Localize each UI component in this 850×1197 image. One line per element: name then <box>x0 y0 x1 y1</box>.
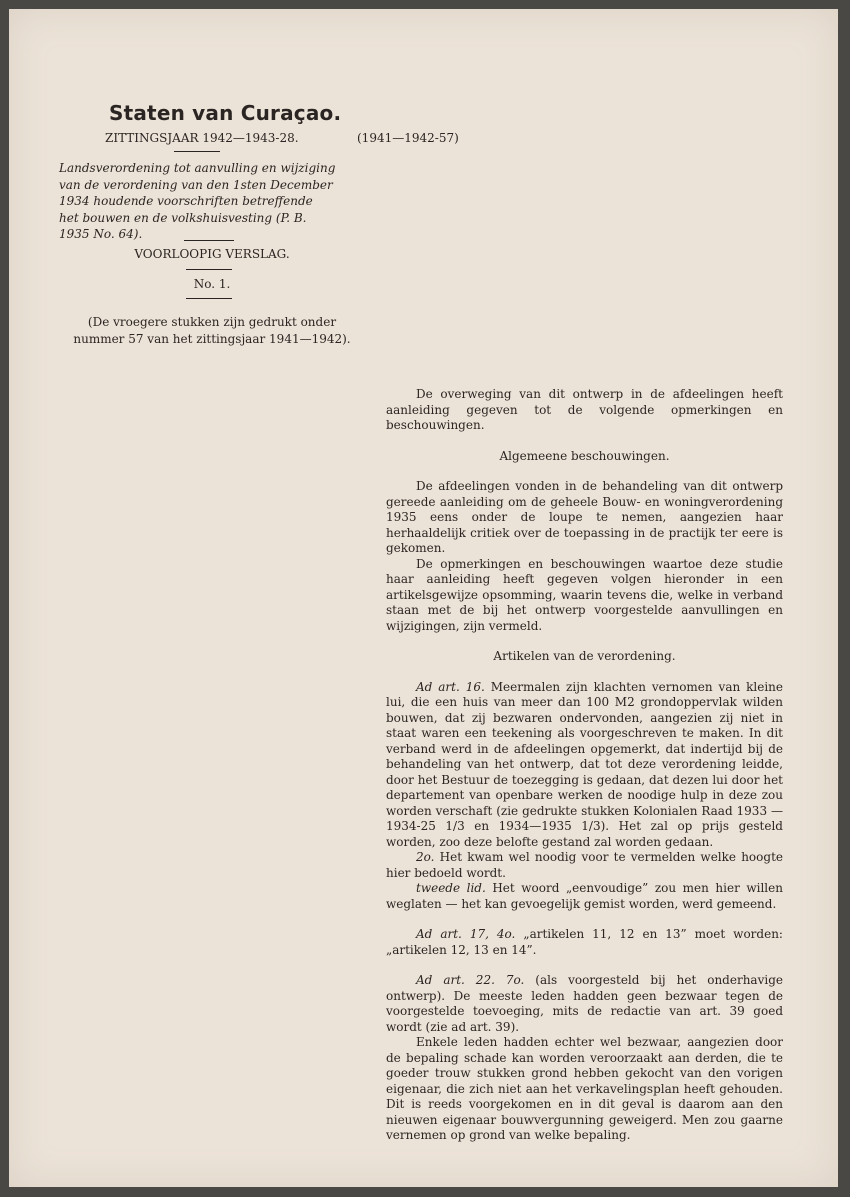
art22-text: (als voorgesteld bij het onderhavige ontwerp). De meeste leden hadden geen bezwaar tegen de voorgestelde toevoeging, mits de redactie van art. 39 goed wordt (zie ad art. 39). <box>386 973 783 1034</box>
art16-lid-label: tweede lid. <box>416 881 486 895</box>
art16-2-paragraph <box>386 850 783 881</box>
report-body <box>386 387 783 1144</box>
document-page <box>9 9 838 1187</box>
earlier-documents-note <box>59 314 365 347</box>
divider <box>186 269 232 270</box>
general-heading: Algemeene beschouwingen. <box>499 448 670 463</box>
document-number: (1941—1942-57) <box>357 131 459 145</box>
art16-lid-paragraph <box>386 881 783 912</box>
subject-block <box>59 160 365 243</box>
document-title: Staten van Curaçao. <box>109 101 342 125</box>
art22-paragraph-2: Enkele leden hadden echter wel bezwaar, aangezien door de bepaling schade kan worden veroorzaakt aan derden, die te goeder trouw stukken grond hebben gekocht van den vorigen eigenaar, die zich niet aan het verkavelingsplan heeft gehouden. Dit is reeds voorgekomen en in dit geval is daarom aan den nieuwen eigenaar bouwvergunning geweigerd. Men zou gaarne vernemen op grond van welke bepaling. <box>386 1035 783 1142</box>
art16-paragraph <box>386 680 783 851</box>
art17-label: Ad art. 17, 4o. <box>416 927 516 941</box>
subject-line: 1934 houdende voorschriften betreffende <box>59 194 313 208</box>
general-paragraph-1: De afdeelingen vonden in de behandeling van dit ontwerp gereede aanleiding om de geheele Bouw- en woningverordening 1935 eens onder de loupe te nemen, aangezien haar herhaaldelijk critiek over de toepassing in de practijk ter eere is gekomen. <box>386 479 783 555</box>
subject-line: Landsverordening tot aanvulling en wijziging <box>59 161 336 175</box>
divider <box>184 240 234 241</box>
art17-paragraph <box>386 927 783 958</box>
session-year: ZITTINGSJAAR 1942—1943-28. <box>105 131 299 145</box>
note-line: (De vroegere stukken zijn gedrukt onder <box>87 315 337 329</box>
general-paragraph-2: De opmerkingen en beschouwingen waartoe deze studie haar aanleiding heeft gegeven volgen hieronder in een artikelsgewijze opsomming, waarin tevens die, welke in verband staan met de bij het ontwerp voorgestelde aanvullingen en wijzigingen, zijn vermeld. <box>386 556 783 633</box>
note-line: nummer 57 van het zittingsjaar 1941—1942). <box>73 331 351 346</box>
art16-2-text: Het kwam wel noodig voor te vermelden welke hoogte hier bedoeld wordt. <box>386 850 783 880</box>
report-title: VOORLOOPIG VERSLAG. <box>134 247 290 261</box>
subject-line: van de verordening van den 1sten December <box>59 177 333 192</box>
divider <box>174 151 220 152</box>
art22-paragraph <box>386 973 783 1035</box>
art16-2-label: 2o. <box>416 850 435 864</box>
art22-label: Ad art. 22. 7o. <box>416 973 525 987</box>
intro-paragraph: De overweging van dit ontwerp in de afdeelingen heeft aanleiding gegeven tot de volgende opmerkingen en beschouwingen. <box>386 387 783 432</box>
subject-line: het bouwen en de volkshuisvesting (P. B. <box>59 210 307 225</box>
report-number: No. 1. <box>193 277 231 291</box>
art16-text: Meermalen zijn klachten vernomen van kleine lui, die een huis van meer dan 100 M2 grondoppervlak wilden bouwen, dat zij bezwaren ondervonden, aangezien zij niet in staat waren een teekening als voorgeschreven te maken. In dit verband werd in de afdeelingen opgemerkt, dat indertijd bij de behandeling van het ontwerp, dat tot deze verordening leidde, door het Bestuur de toezegging is gedaan, dat dezen lui door het departement van openbare werken de noodige hulp in deze zou worden verschaft (zie gedrukte stukken Kolonialen Raad 1933 —1934-25 1/3 en 1934—1935 1/3). Het zal op prijs gesteld worden, zoo deze belofte gestand zal worden gedaan. <box>386 679 784 849</box>
articles-heading: Artikelen van de verordening. <box>493 649 676 663</box>
art16-lid-text: Het woord „eenvoudige” zou men hier willen weglaten — het kan gevoegelijk gemist worden, werd gemeend. <box>386 881 783 911</box>
art16-label: Ad art. 16. <box>416 679 485 694</box>
divider <box>186 298 232 299</box>
art17-text: „artikelen 11, 12 en 13” moet worden: „artikelen 12, 13 en 14”. <box>386 927 783 957</box>
subject-line: 1935 No. 64). <box>59 227 143 241</box>
